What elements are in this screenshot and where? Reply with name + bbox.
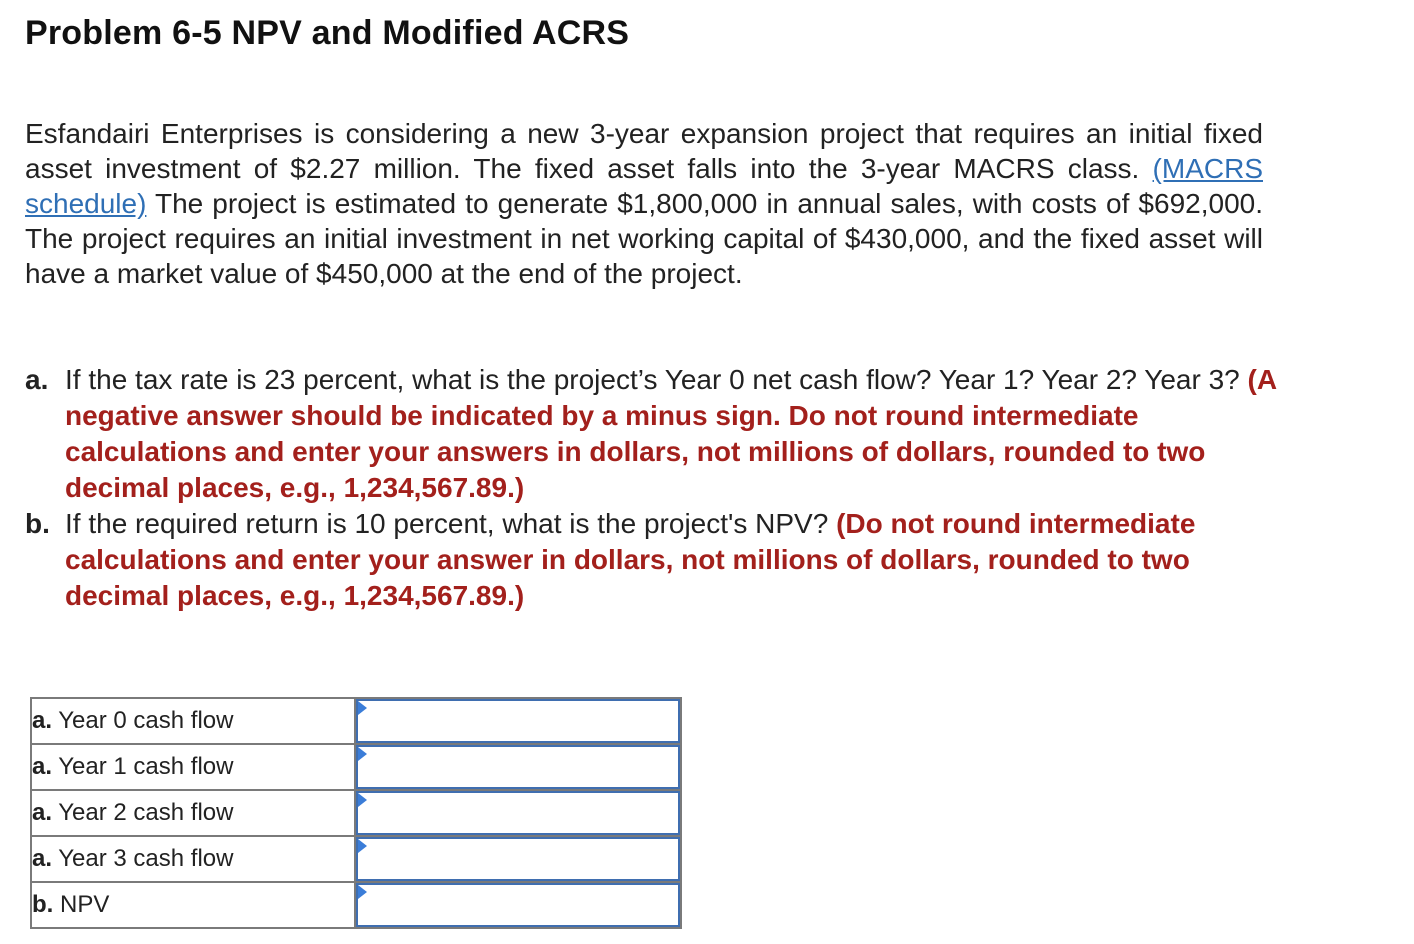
question-letter: a. (25, 364, 49, 395)
answer-table (30, 697, 682, 929)
question-hint: (Do not round intermediate calculations and enter your answer in dollars, not millions of dollars, rounded to two decimal places, e.g., 1,234,567.89.) (65, 508, 1196, 611)
answer-label (31, 744, 355, 790)
answer-cell (355, 698, 681, 744)
page-title: Problem 6-5 NPV and Modified ACRS (25, 14, 630, 52)
answer-row-year2 (31, 790, 681, 836)
npv-input[interactable] (356, 883, 680, 927)
year2-cash-flow-input[interactable] (356, 791, 680, 835)
answer-row-npv (31, 882, 681, 928)
flag-icon (358, 747, 367, 761)
answer-row-year1 (31, 744, 681, 790)
flag-icon (358, 885, 367, 899)
answer-cell (355, 882, 681, 928)
answer-label-text: Year 1 cash flow (58, 753, 234, 780)
answer-prefix: a. (32, 707, 53, 734)
year3-cash-flow-input[interactable] (356, 837, 680, 881)
answer-prefix: b. (32, 891, 54, 918)
question-a (25, 362, 1285, 506)
question-body: If the required return is 10 percent, what is the project's NPV? (65, 508, 829, 539)
flag-icon (358, 701, 367, 715)
answer-row-year3 (31, 836, 681, 882)
answer-label (31, 882, 355, 928)
flag-icon (358, 793, 367, 807)
question-b (25, 506, 1285, 614)
intro-text-1: Esfandairi Enterprises is considering a new 3-year expansion project that requires an initial fixed asset investment of $2.27 million. The fixed asset falls into the 3-year MACRS class. (25, 118, 1263, 184)
flag-icon (358, 839, 367, 853)
answer-label-text: NPV (60, 891, 110, 918)
question-letter: b. (25, 508, 50, 539)
question-list (25, 362, 1285, 614)
intro-text-2: The project is estimated to generate $1,800,000 in annual sales, with costs of $692,000. The project requires an initial investment in net working capital of $430,000, and the fixed asset will have a market value of $450,000 at the end of the project. (25, 188, 1263, 289)
answer-label (31, 790, 355, 836)
answer-prefix: a. (32, 753, 53, 780)
year0-cash-flow-input[interactable] (356, 699, 680, 743)
question-body: If the tax rate is 23 percent, what is the project’s Year 0 net cash flow? Year 1? Year 2? Year 3? (65, 364, 1240, 395)
answer-prefix: a. (32, 845, 53, 872)
problem-statement (25, 116, 1263, 291)
answer-cell (355, 790, 681, 836)
answer-prefix: a. (32, 799, 53, 826)
answer-label-text: Year 2 cash flow (58, 799, 234, 826)
macrs-schedule-link[interactable]: (MACRS schedule) (25, 153, 1263, 219)
answer-cell (355, 744, 681, 790)
answer-label-text: Year 0 cash flow (58, 707, 234, 734)
answer-label (31, 836, 355, 882)
answer-label-text: Year 3 cash flow (58, 845, 234, 872)
question-text (65, 506, 1285, 614)
answer-row-year0 (31, 698, 681, 744)
answer-cell (355, 836, 681, 882)
year1-cash-flow-input[interactable] (356, 745, 680, 789)
question-text (65, 362, 1285, 506)
answer-label (31, 698, 355, 744)
question-hint: (A negative answer should be indicated by a minus sign. Do not round intermediate calculations and enter your answers in dollars, not millions of dollars, rounded to two decimal places, e.g., 1,234,567.89.) (65, 364, 1277, 503)
